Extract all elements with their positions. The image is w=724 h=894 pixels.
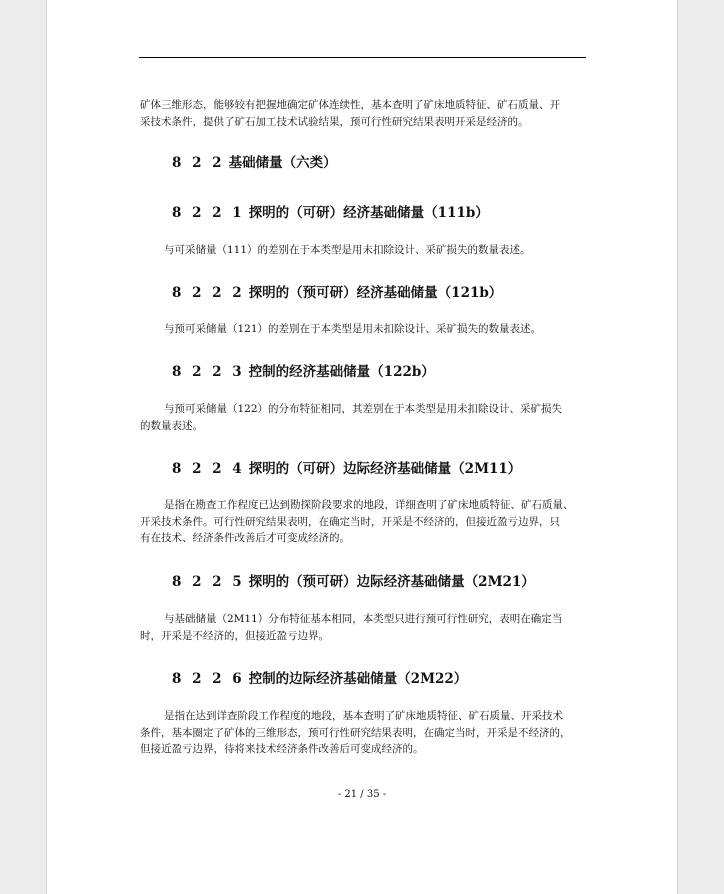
- section-number: 8 2 2 1: [172, 205, 245, 221]
- section-body-8224: [140, 497, 586, 547]
- section-number: 8 2 2 3: [172, 364, 245, 380]
- section-body-8222: [140, 321, 586, 338]
- paragraph-line: 与预可采储量（122）的分布特征相同，其差别在于本类型是用未扣除设计、采矿损失: [164, 403, 563, 415]
- section-title: 探明的（可研）经济基础储量（111b）: [248, 205, 489, 221]
- section-number: 8 2 2 4: [172, 461, 245, 477]
- page-number: - 21 / 35 -: [337, 789, 387, 800]
- paragraph-line: 与基础储量（2M11）分布特征基本相同，本类型只进行预可行性研究，表明在确定当: [164, 613, 563, 625]
- section-heading-8221: [172, 201, 489, 221]
- section-number: 8 2 2: [172, 155, 225, 171]
- paragraph-line: 有在技术、经济条件改善后才可变成经济的。: [140, 532, 350, 544]
- intro-paragraph: [140, 97, 586, 130]
- paragraph-line: 与可采储量（111）的差别在于本类型是用未扣除设计、采矿损失的数量表述。: [164, 244, 531, 256]
- section-body-8226: [140, 708, 586, 758]
- paragraph-line: 是指在达到详查阶段工作程度的地段，基本查明了矿床地质特征、矿石质量、开采技术: [164, 710, 563, 722]
- paragraph-line: 时，开采是不经济的，但接近盈亏边界。: [140, 629, 329, 642]
- paragraph-line: 的数量表述。: [140, 419, 203, 432]
- section-heading-8224: [172, 457, 521, 477]
- section-body-8225: [140, 611, 586, 644]
- paragraph-line: 采技术条件，提供了矿石加工技术试验结果，预可行性研究结果表明开采是经济的。: [140, 115, 529, 128]
- section-title: 探明的（预可研）经济基础储量（121b）: [248, 285, 503, 301]
- section-title: 探明的（可研）边际经济基础储量（2M11）: [248, 461, 522, 477]
- section-title: 控制的经济基础储量（122b）: [248, 364, 435, 380]
- section-title: 控制的边际经济基础储量（2M22）: [248, 671, 468, 687]
- section-heading-8226: [172, 667, 467, 687]
- paragraph-line: 是指在勘查工作程度已达到勘探阶段要求的地段，详细查明了矿床地质特征、矿石质量、: [164, 499, 574, 511]
- section-number: 8 2 2 2: [172, 285, 245, 301]
- section-heading-8223: [172, 360, 435, 380]
- paragraph-line: 但接近盈亏边界，待将来技术经济条件改善后可变成经济的。: [140, 743, 424, 755]
- section-title: 基础储量（六类）: [228, 155, 337, 171]
- section-heading-8225: [172, 570, 535, 590]
- paragraph-line: 开采技术条件。可行性研究结果表明，在确定当时，开采是不经济的，但接近盈亏边界，只: [140, 515, 560, 528]
- paragraph-line: 矿体三维形态，能够较有把握地确定矿体连续性，基本查明了矿床地质特征、矿石质量、开: [140, 99, 560, 111]
- section-number: 8 2 2 5: [172, 574, 245, 590]
- header-rule: [139, 57, 586, 58]
- section-body-8221: [140, 242, 586, 259]
- section-title: 探明的（预可研）边际经济基础储量（2M21）: [248, 574, 535, 590]
- section-heading-8222: [172, 281, 502, 301]
- section-heading-822: [172, 151, 337, 171]
- section-number: 8 2 2 6: [172, 671, 245, 687]
- paragraph-line: 条件，基本圈定了矿体的三维形态，预可行性研究结果表明，在确定当时，开采是不经济的，: [140, 726, 571, 739]
- section-body-8223: [140, 401, 586, 434]
- document-page: [46, 0, 678, 894]
- paragraph-line: 与预可采储量（121）的差别在于本类型是用未扣除设计、采矿损失的数量表述。: [164, 323, 542, 335]
